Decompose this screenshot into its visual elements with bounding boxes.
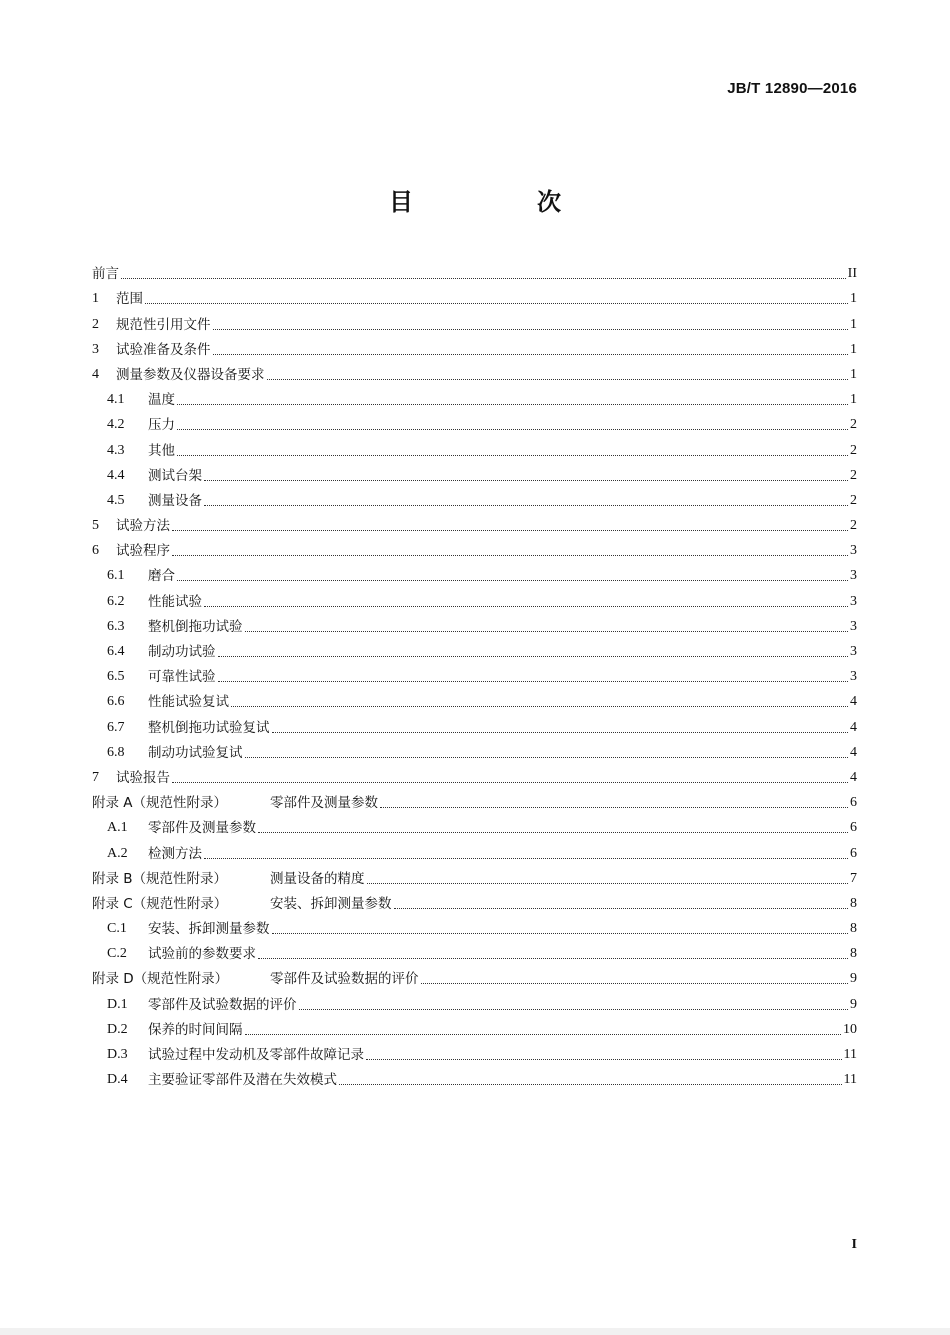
toc-page-number: 7 bbox=[850, 870, 857, 886]
toc-page-number: 2 bbox=[850, 417, 857, 433]
toc-page-number: 1 bbox=[850, 392, 857, 408]
toc-subsection-number: 6.2 bbox=[107, 593, 125, 609]
toc-entry-title: 测量设备 bbox=[148, 492, 202, 509]
toc-entry-title: 安装、拆卸测量参数 bbox=[148, 921, 270, 938]
dot-leader bbox=[299, 1008, 849, 1010]
toc-entry-title: 范围 bbox=[116, 291, 143, 308]
toc-entry[interactable] bbox=[92, 612, 857, 637]
toc-appendix-label: 附录 D（规范性附录） bbox=[92, 971, 229, 988]
toc-entry-title: 主要验证零部件及潜在失效模式 bbox=[148, 1072, 337, 1089]
toc-subsection-number: A.1 bbox=[107, 820, 128, 836]
toc-section-number: 7 bbox=[92, 769, 99, 785]
toc-subsection-number: C.2 bbox=[107, 946, 127, 962]
toc-subsection-number: D.1 bbox=[107, 996, 128, 1012]
toc-entry-title: 制动功试验复试 bbox=[148, 744, 243, 761]
page-title: 目 次 bbox=[389, 188, 611, 216]
toc-page-number: 9 bbox=[850, 996, 857, 1012]
dot-leader bbox=[204, 504, 848, 506]
toc-entry-title: 检测方法 bbox=[148, 845, 202, 862]
toc-page-number: 4 bbox=[850, 719, 857, 735]
toc-appendix-label: 附录 B（规范性附录） bbox=[92, 870, 228, 887]
toc-page-number: 6 bbox=[850, 820, 857, 836]
toc-entry-title: 测量参数及仪器设备要求 bbox=[116, 366, 265, 383]
toc-entry[interactable] bbox=[92, 309, 857, 334]
toc-entry[interactable] bbox=[92, 889, 857, 914]
toc-entry[interactable] bbox=[92, 259, 857, 284]
toc-entry[interactable] bbox=[92, 1065, 857, 1090]
toc-entry-title: 性能试验 bbox=[148, 593, 202, 610]
toc-entry-title: 其他 bbox=[148, 442, 175, 459]
toc-page-number: 3 bbox=[850, 593, 857, 609]
toc-subsection-number: 6.3 bbox=[107, 618, 125, 634]
toc-subsection-number: 4.3 bbox=[107, 442, 125, 458]
toc-page-number: 2 bbox=[850, 467, 857, 483]
dot-leader bbox=[145, 302, 848, 304]
toc-entry[interactable] bbox=[92, 435, 857, 460]
toc-subsection-number: 6.5 bbox=[107, 669, 125, 685]
dot-leader bbox=[213, 328, 849, 330]
toc-entry-title: 可靠性试验 bbox=[148, 669, 216, 686]
toc-entry[interactable] bbox=[92, 561, 857, 586]
toc-entry[interactable] bbox=[92, 536, 857, 561]
toc-page-number: 6 bbox=[850, 845, 857, 861]
toc-page-number: 3 bbox=[850, 618, 857, 634]
toc-subsection-number: C.1 bbox=[107, 921, 127, 937]
dot-leader bbox=[245, 1033, 842, 1035]
toc-entry-title: 试验报告 bbox=[116, 769, 170, 786]
toc-subsection-number: D.4 bbox=[107, 1072, 128, 1088]
toc-entry-title: 规范性引用文件 bbox=[116, 316, 211, 333]
dot-leader bbox=[231, 705, 848, 707]
dot-leader bbox=[177, 403, 848, 405]
dot-leader bbox=[177, 428, 848, 430]
dot-leader bbox=[213, 353, 849, 355]
dot-leader bbox=[258, 957, 848, 959]
toc-entry-title: 试验程序 bbox=[116, 543, 170, 560]
toc-subsection-number: 6.8 bbox=[107, 744, 125, 760]
toc-appendix-label: 附录 C（规范性附录） bbox=[92, 895, 228, 912]
toc-entry-title: 整机倒拖功试验复试 bbox=[148, 719, 270, 736]
toc-entry-title: 测试台架 bbox=[148, 467, 202, 484]
toc-section-number: 3 bbox=[92, 341, 99, 357]
toc-entry-title: 保养的时间间隔 bbox=[148, 1021, 243, 1038]
toc-entry[interactable] bbox=[92, 385, 857, 410]
toc-entry[interactable] bbox=[92, 914, 857, 939]
dot-leader bbox=[204, 479, 848, 481]
toc-page-number: 8 bbox=[850, 921, 857, 937]
dot-leader bbox=[177, 579, 848, 581]
toc-section-number: 5 bbox=[92, 518, 99, 534]
toc-entry[interactable] bbox=[92, 662, 857, 687]
toc-section-number: 6 bbox=[92, 543, 99, 559]
dot-leader bbox=[267, 378, 849, 380]
toc-entry-title: 整机倒拖功试验 bbox=[148, 618, 243, 635]
dot-leader bbox=[366, 1058, 842, 1060]
toc-subsection-number: 6.6 bbox=[107, 694, 125, 710]
toc-page-number: 1 bbox=[850, 316, 857, 332]
toc-entry-title: 安装、拆卸测量参数 bbox=[270, 895, 392, 912]
toc-entry[interactable] bbox=[92, 838, 857, 863]
toc-entry[interactable] bbox=[92, 410, 857, 435]
toc-page-number: II bbox=[847, 266, 857, 282]
dot-leader bbox=[394, 907, 849, 909]
toc-page-number: 9 bbox=[850, 971, 857, 987]
toc-entry-title: 前言 bbox=[92, 266, 119, 283]
toc-entry[interactable] bbox=[92, 687, 857, 712]
toc-entry[interactable] bbox=[92, 939, 857, 964]
toc-section-number: 1 bbox=[92, 291, 99, 307]
toc-subsection-number: D.3 bbox=[107, 1047, 128, 1062]
toc-subsection-number: 6.7 bbox=[107, 719, 125, 735]
dot-leader bbox=[204, 605, 848, 607]
dot-leader bbox=[172, 554, 848, 556]
toc-entry[interactable] bbox=[92, 511, 857, 536]
toc-entry[interactable] bbox=[92, 712, 857, 737]
toc-entry[interactable] bbox=[92, 335, 857, 360]
toc-page-number: 4 bbox=[850, 694, 857, 710]
toc-entry-title: 试验方法 bbox=[116, 518, 170, 535]
dot-leader bbox=[218, 655, 849, 657]
toc-entry[interactable] bbox=[92, 284, 857, 309]
toc-subsection-number: 6.1 bbox=[107, 568, 125, 584]
dot-leader bbox=[339, 1083, 842, 1085]
toc-page-number: 3 bbox=[850, 543, 857, 559]
toc-entry[interactable] bbox=[92, 813, 857, 838]
toc-page-number: 3 bbox=[850, 669, 857, 685]
toc-subsection-number: 4.5 bbox=[107, 492, 125, 508]
toc-page-number: 1 bbox=[850, 291, 857, 307]
toc-entry-title: 试验前的参数要求 bbox=[148, 946, 256, 963]
toc-entry-title: 试验准备及条件 bbox=[116, 341, 211, 358]
toc-subsection-number: 4.4 bbox=[107, 467, 125, 483]
table-of-contents bbox=[92, 259, 857, 1090]
dot-leader bbox=[272, 932, 849, 934]
toc-entry[interactable] bbox=[92, 788, 857, 813]
toc-entry[interactable] bbox=[92, 637, 857, 662]
toc-entry[interactable] bbox=[92, 1040, 857, 1065]
page-number: I bbox=[851, 1237, 857, 1252]
toc-page-number: 10 bbox=[843, 1021, 857, 1037]
toc-page-number: 6 bbox=[850, 795, 857, 811]
dot-leader bbox=[177, 454, 848, 456]
toc-section-number: 2 bbox=[92, 316, 99, 332]
toc-page-number: 8 bbox=[850, 946, 857, 962]
toc-entry-title: 试验过程中发动机及零部件故障记录 bbox=[148, 1047, 364, 1063]
toc-page-number: 11 bbox=[843, 1072, 857, 1088]
toc-entry[interactable] bbox=[92, 738, 857, 763]
dot-leader bbox=[380, 806, 848, 808]
toc-entry-title: 零部件及试验数据的评价 bbox=[270, 971, 419, 988]
toc-page-number: 2 bbox=[850, 492, 857, 508]
toc-entry-title: 性能试验复试 bbox=[148, 694, 229, 711]
dot-leader bbox=[245, 630, 849, 632]
toc-page-number: 3 bbox=[850, 644, 857, 659]
dot-leader bbox=[172, 781, 848, 783]
toc-entry-title: 制动功试验 bbox=[148, 644, 216, 660]
toc-entry[interactable] bbox=[92, 864, 857, 889]
standard-code: JB/T 12890—2016 bbox=[727, 80, 857, 97]
toc-page-number: 2 bbox=[850, 518, 857, 534]
toc-appendix-label: 附录 A（规范性附录） bbox=[92, 795, 228, 812]
toc-subsection-number: D.2 bbox=[107, 1021, 128, 1037]
toc-entry[interactable] bbox=[92, 461, 857, 486]
toc-entry[interactable] bbox=[92, 763, 857, 788]
dot-leader bbox=[121, 277, 846, 279]
toc-entry-title: 磨合 bbox=[148, 568, 175, 585]
toc-page-number: 4 bbox=[850, 769, 857, 785]
toc-page-number: 8 bbox=[850, 895, 857, 911]
toc-entry[interactable] bbox=[92, 360, 857, 385]
toc-page-number: 3 bbox=[850, 568, 857, 584]
dot-leader bbox=[367, 882, 849, 884]
toc-entry[interactable] bbox=[92, 586, 857, 611]
toc-page-number: 4 bbox=[850, 744, 857, 760]
toc-page-number: 1 bbox=[850, 341, 857, 357]
toc-entry[interactable] bbox=[92, 1015, 857, 1040]
dot-leader bbox=[218, 680, 849, 682]
dot-leader bbox=[258, 831, 848, 833]
toc-subsection-number: A.2 bbox=[107, 845, 128, 861]
toc-entry[interactable] bbox=[92, 964, 857, 989]
toc-entry-title: 零部件及测量参数 bbox=[148, 820, 256, 837]
toc-section-number: 4 bbox=[92, 366, 99, 382]
toc-subsection-number: 4.1 bbox=[107, 392, 125, 408]
dot-leader bbox=[272, 731, 849, 733]
dot-leader bbox=[204, 857, 848, 859]
page-bottom-edge bbox=[0, 1328, 950, 1335]
toc-entry[interactable] bbox=[92, 989, 857, 1014]
toc-entry-title: 测量设备的精度 bbox=[270, 870, 365, 887]
dot-leader bbox=[172, 529, 848, 531]
toc-entry[interactable] bbox=[92, 486, 857, 511]
toc-subsection-number: 4.2 bbox=[107, 417, 125, 433]
toc-entry-title: 压力 bbox=[148, 417, 175, 434]
toc-entry-title: 零部件及试验数据的评价 bbox=[148, 996, 297, 1013]
toc-entry-title: 温度 bbox=[148, 392, 175, 409]
toc-page-number: 1 bbox=[850, 366, 857, 382]
toc-page-number: 11 bbox=[843, 1047, 857, 1062]
toc-subsection-number: 6.4 bbox=[107, 644, 125, 659]
toc-entry-title: 零部件及测量参数 bbox=[270, 795, 378, 812]
dot-leader bbox=[421, 982, 849, 984]
toc-page-number: 2 bbox=[850, 442, 857, 458]
dot-leader bbox=[245, 756, 849, 758]
